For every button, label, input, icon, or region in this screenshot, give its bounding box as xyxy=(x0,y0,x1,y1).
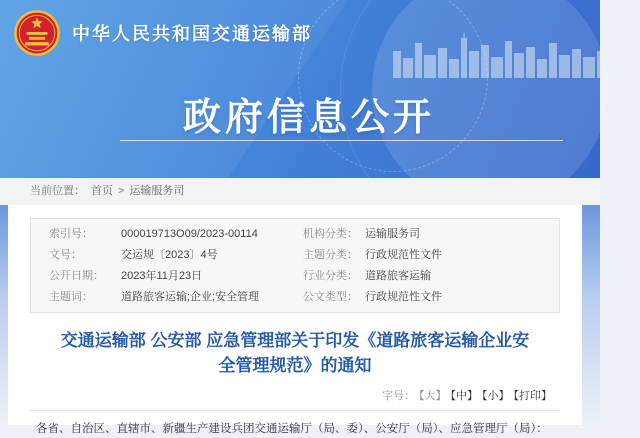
meta-value-publish-date: 2023年11月23日 xyxy=(121,270,203,282)
city-skyline-graphic xyxy=(393,33,600,78)
article-title: 交通运输部 公安部 应急管理部关于印发《道路旅客运输企业安全管理规范》的通知 xyxy=(60,331,530,375)
meta-row xyxy=(31,266,559,287)
meta-row xyxy=(31,245,559,266)
page-title: 政府信息公开 xyxy=(182,97,435,139)
title-underline xyxy=(120,140,563,141)
content-background xyxy=(0,205,600,435)
content-divider xyxy=(30,410,560,411)
site-name[interactable]: 中华人民共和国交通运输部 xyxy=(72,24,312,44)
font-size-large-button[interactable]: 【大】 xyxy=(419,390,447,402)
meta-label: 文号： xyxy=(49,249,82,261)
meta-value-index-number: 000019713O09/2023-00114 xyxy=(121,228,258,240)
meta-value-industry-category: 道路旅客运输 xyxy=(365,270,431,282)
breadcrumb-dept-link[interactable]: 运输服务司 xyxy=(129,185,185,197)
meta-label: 主题分类： xyxy=(303,249,358,261)
content-card xyxy=(8,205,582,435)
print-button[interactable]: 【打印】 xyxy=(513,390,552,402)
meta-value-doc-type: 行政规范性文件 xyxy=(365,291,442,303)
meta-label: 公开日期： xyxy=(49,270,104,282)
font-size-small-button[interactable]: 【小】 xyxy=(482,390,510,402)
meta-label: 机构分类： xyxy=(303,228,358,240)
meta-row xyxy=(31,224,559,245)
font-size-medium-button[interactable]: 【中】 xyxy=(450,390,478,402)
breadcrumb-home-link[interactable]: 首页 xyxy=(91,185,113,197)
site-brand xyxy=(14,8,312,58)
meta-label: 行业分类： xyxy=(303,270,358,282)
font-size-label: 字号： xyxy=(382,390,415,402)
breadcrumb-separator: > xyxy=(118,185,125,197)
meta-value-keywords: 道路旅客运输;企业;安全管理 xyxy=(121,291,260,303)
breadcrumb-prefix: 当前位置： xyxy=(30,185,85,197)
font-size-controls xyxy=(30,387,560,403)
national-emblem-icon xyxy=(14,8,60,58)
meta-value-org-category: 运输服务司 xyxy=(365,228,420,240)
meta-row xyxy=(31,287,559,308)
meta-value-topic-category: 行政规范性文件 xyxy=(365,249,442,261)
meta-label: 索引号： xyxy=(49,228,93,240)
meta-label: 公文类型： xyxy=(303,291,358,303)
meta-label: 主题词： xyxy=(49,291,93,303)
banner xyxy=(0,0,600,178)
meta-value-doc-number: 交运规〔2023〕4号 xyxy=(121,249,218,261)
document-meta-table xyxy=(30,218,560,313)
article-body-line: 各省、自治区、直辖市、新疆生产建设兵团交通运输厅（局、委）、公安厅（局）、应急管理厅（局）： xyxy=(36,423,548,435)
